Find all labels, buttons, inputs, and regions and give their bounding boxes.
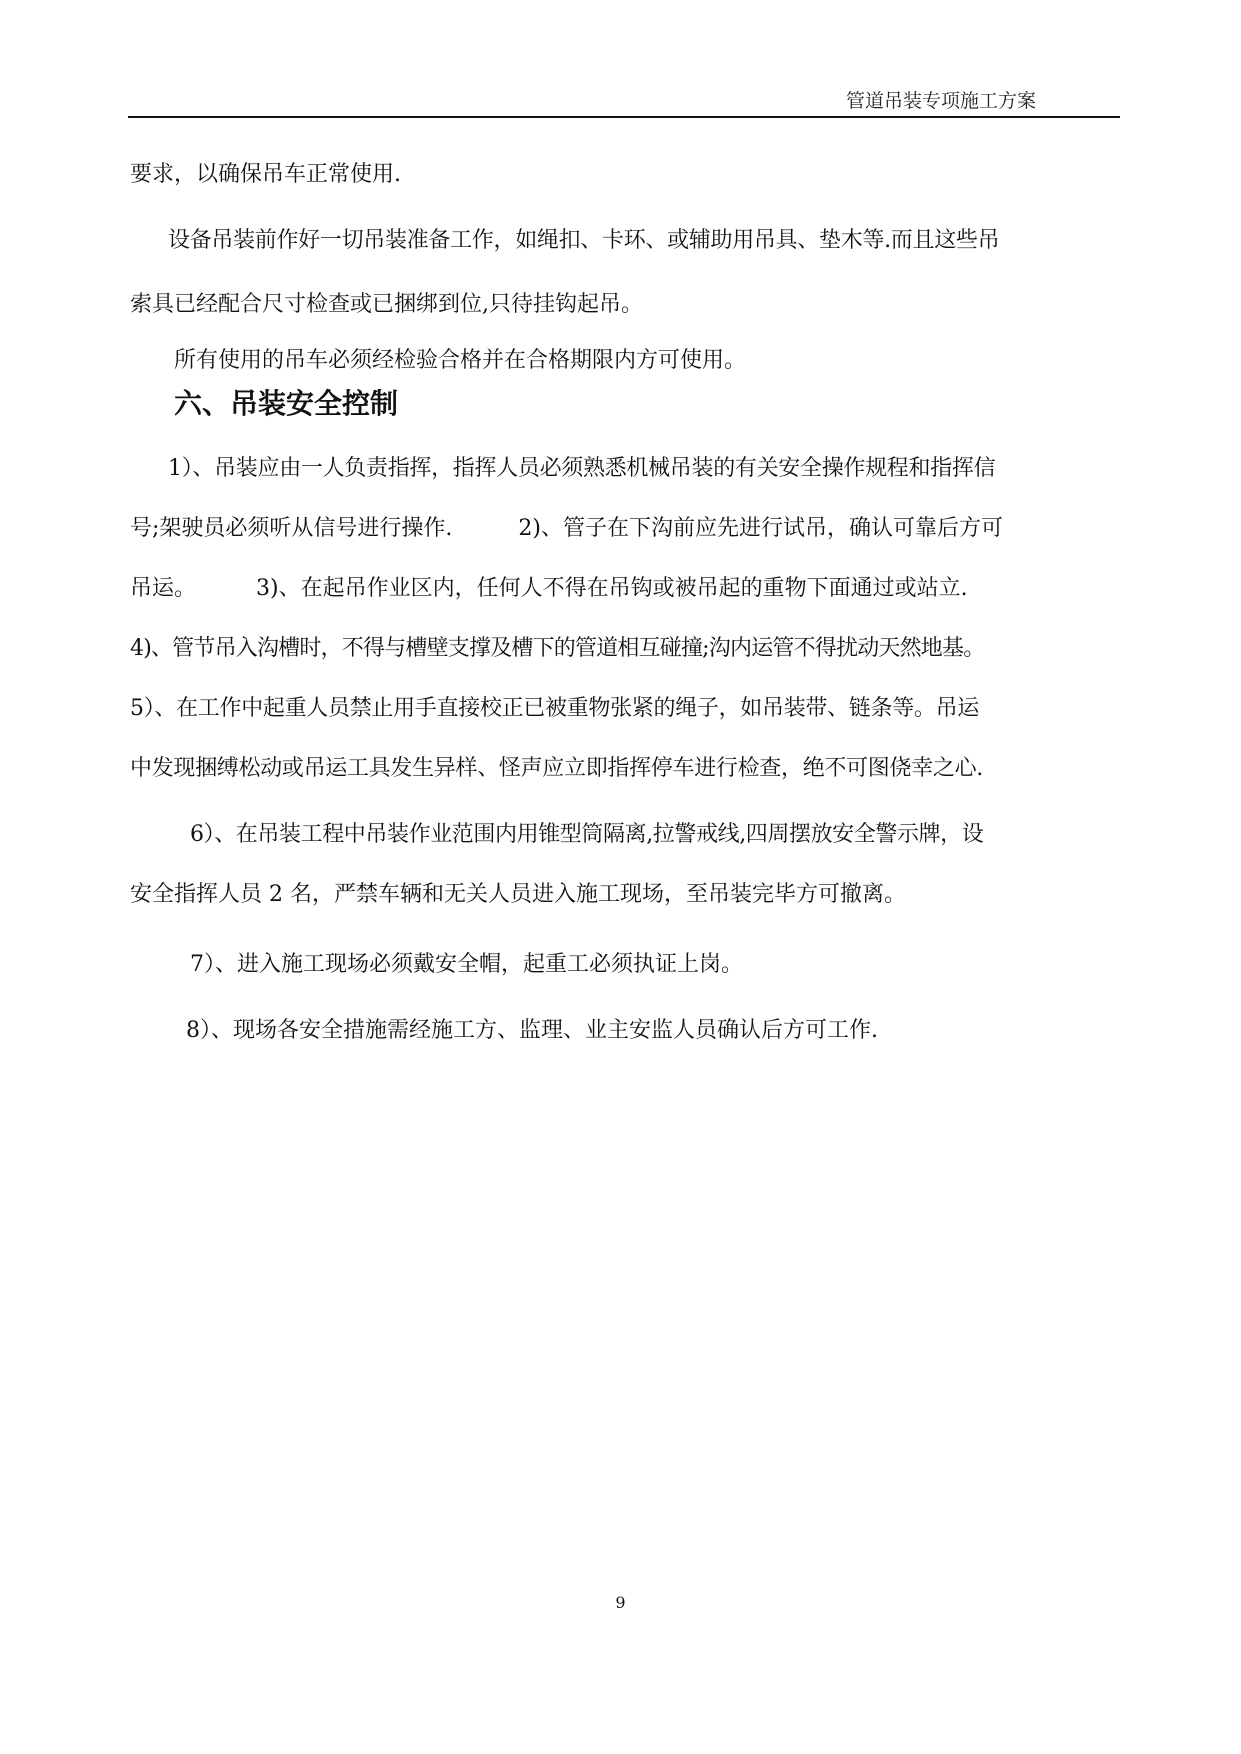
paragraph-line: 索具已经配合尺寸检查或已捆绑到位,只待挂钩起吊。 xyxy=(130,292,643,317)
paragraph-line: 8）、现场各安全措施需经施工方、监理、业主安监人员确认后方可工作. xyxy=(186,1018,878,1043)
line-segment: 号;架驶员必须听从信号进行操作. xyxy=(130,516,453,541)
page-number: 9 xyxy=(615,1593,626,1612)
paragraph-line: 中发现捆缚松动或吊运工具发生异样、怪声应立即指挥停车进行检查，绝不可图侥幸之心. xyxy=(130,756,983,781)
paragraph-line: 6）、在吊装工程中吊装作业范围内用锥型筒隔离,拉警戒线,四周摆放安全警示牌，设 xyxy=(190,822,984,847)
line-segment: 3)、在起吊作业区内，任何人不得在吊钩或被吊起的重物下面通过或站立. xyxy=(256,576,968,601)
paragraph-line: 4)、管节吊入沟槽时，不得与槽壁支撑及槽下的管道相互碰撞;沟内运管不得扰动天然地基。 xyxy=(130,636,985,661)
line-segment: 2)、管子在下沟前应先进行试吊，确认可靠后方可 xyxy=(518,516,1004,541)
paragraph-line: 1）、吊装应由一人负责指挥，指挥人员必须熟悉机械吊装的有关安全操作规程和指挥信 xyxy=(168,456,996,481)
page-header xyxy=(128,80,1120,118)
paragraph-line: 5）、在工作中起重人员禁止用手直接校正已被重物张紧的绳子，如吊装带、链条等。吊运 xyxy=(130,696,980,721)
paragraph-line xyxy=(130,516,1115,542)
paragraph-line: 7）、进入施工现场必须戴安全帽，起重工必须执证上岗。 xyxy=(190,952,743,977)
paragraph-line xyxy=(130,576,1115,602)
paragraph-line: 要求，以确保吊车正常使用. xyxy=(130,162,401,187)
document-title: 管道吊装专项施工方案 xyxy=(845,90,1036,112)
line-segment: 吊运。 xyxy=(130,576,197,601)
paragraph-line: 设备吊装前作好一切吊装准备工作，如绳扣、卡环、或辅助用吊具、垫木等.而且这些吊 xyxy=(168,228,1000,253)
paragraph-line: 安全指挥人员 2 名，严禁车辆和无关人员进入施工现场，至吊装完毕方可撤离。 xyxy=(130,882,906,907)
paragraph-line: 所有使用的吊车必须经检验合格并在合格期限内方可使用。 xyxy=(174,348,747,373)
section-heading: 六、吊装安全控制 xyxy=(174,387,399,420)
